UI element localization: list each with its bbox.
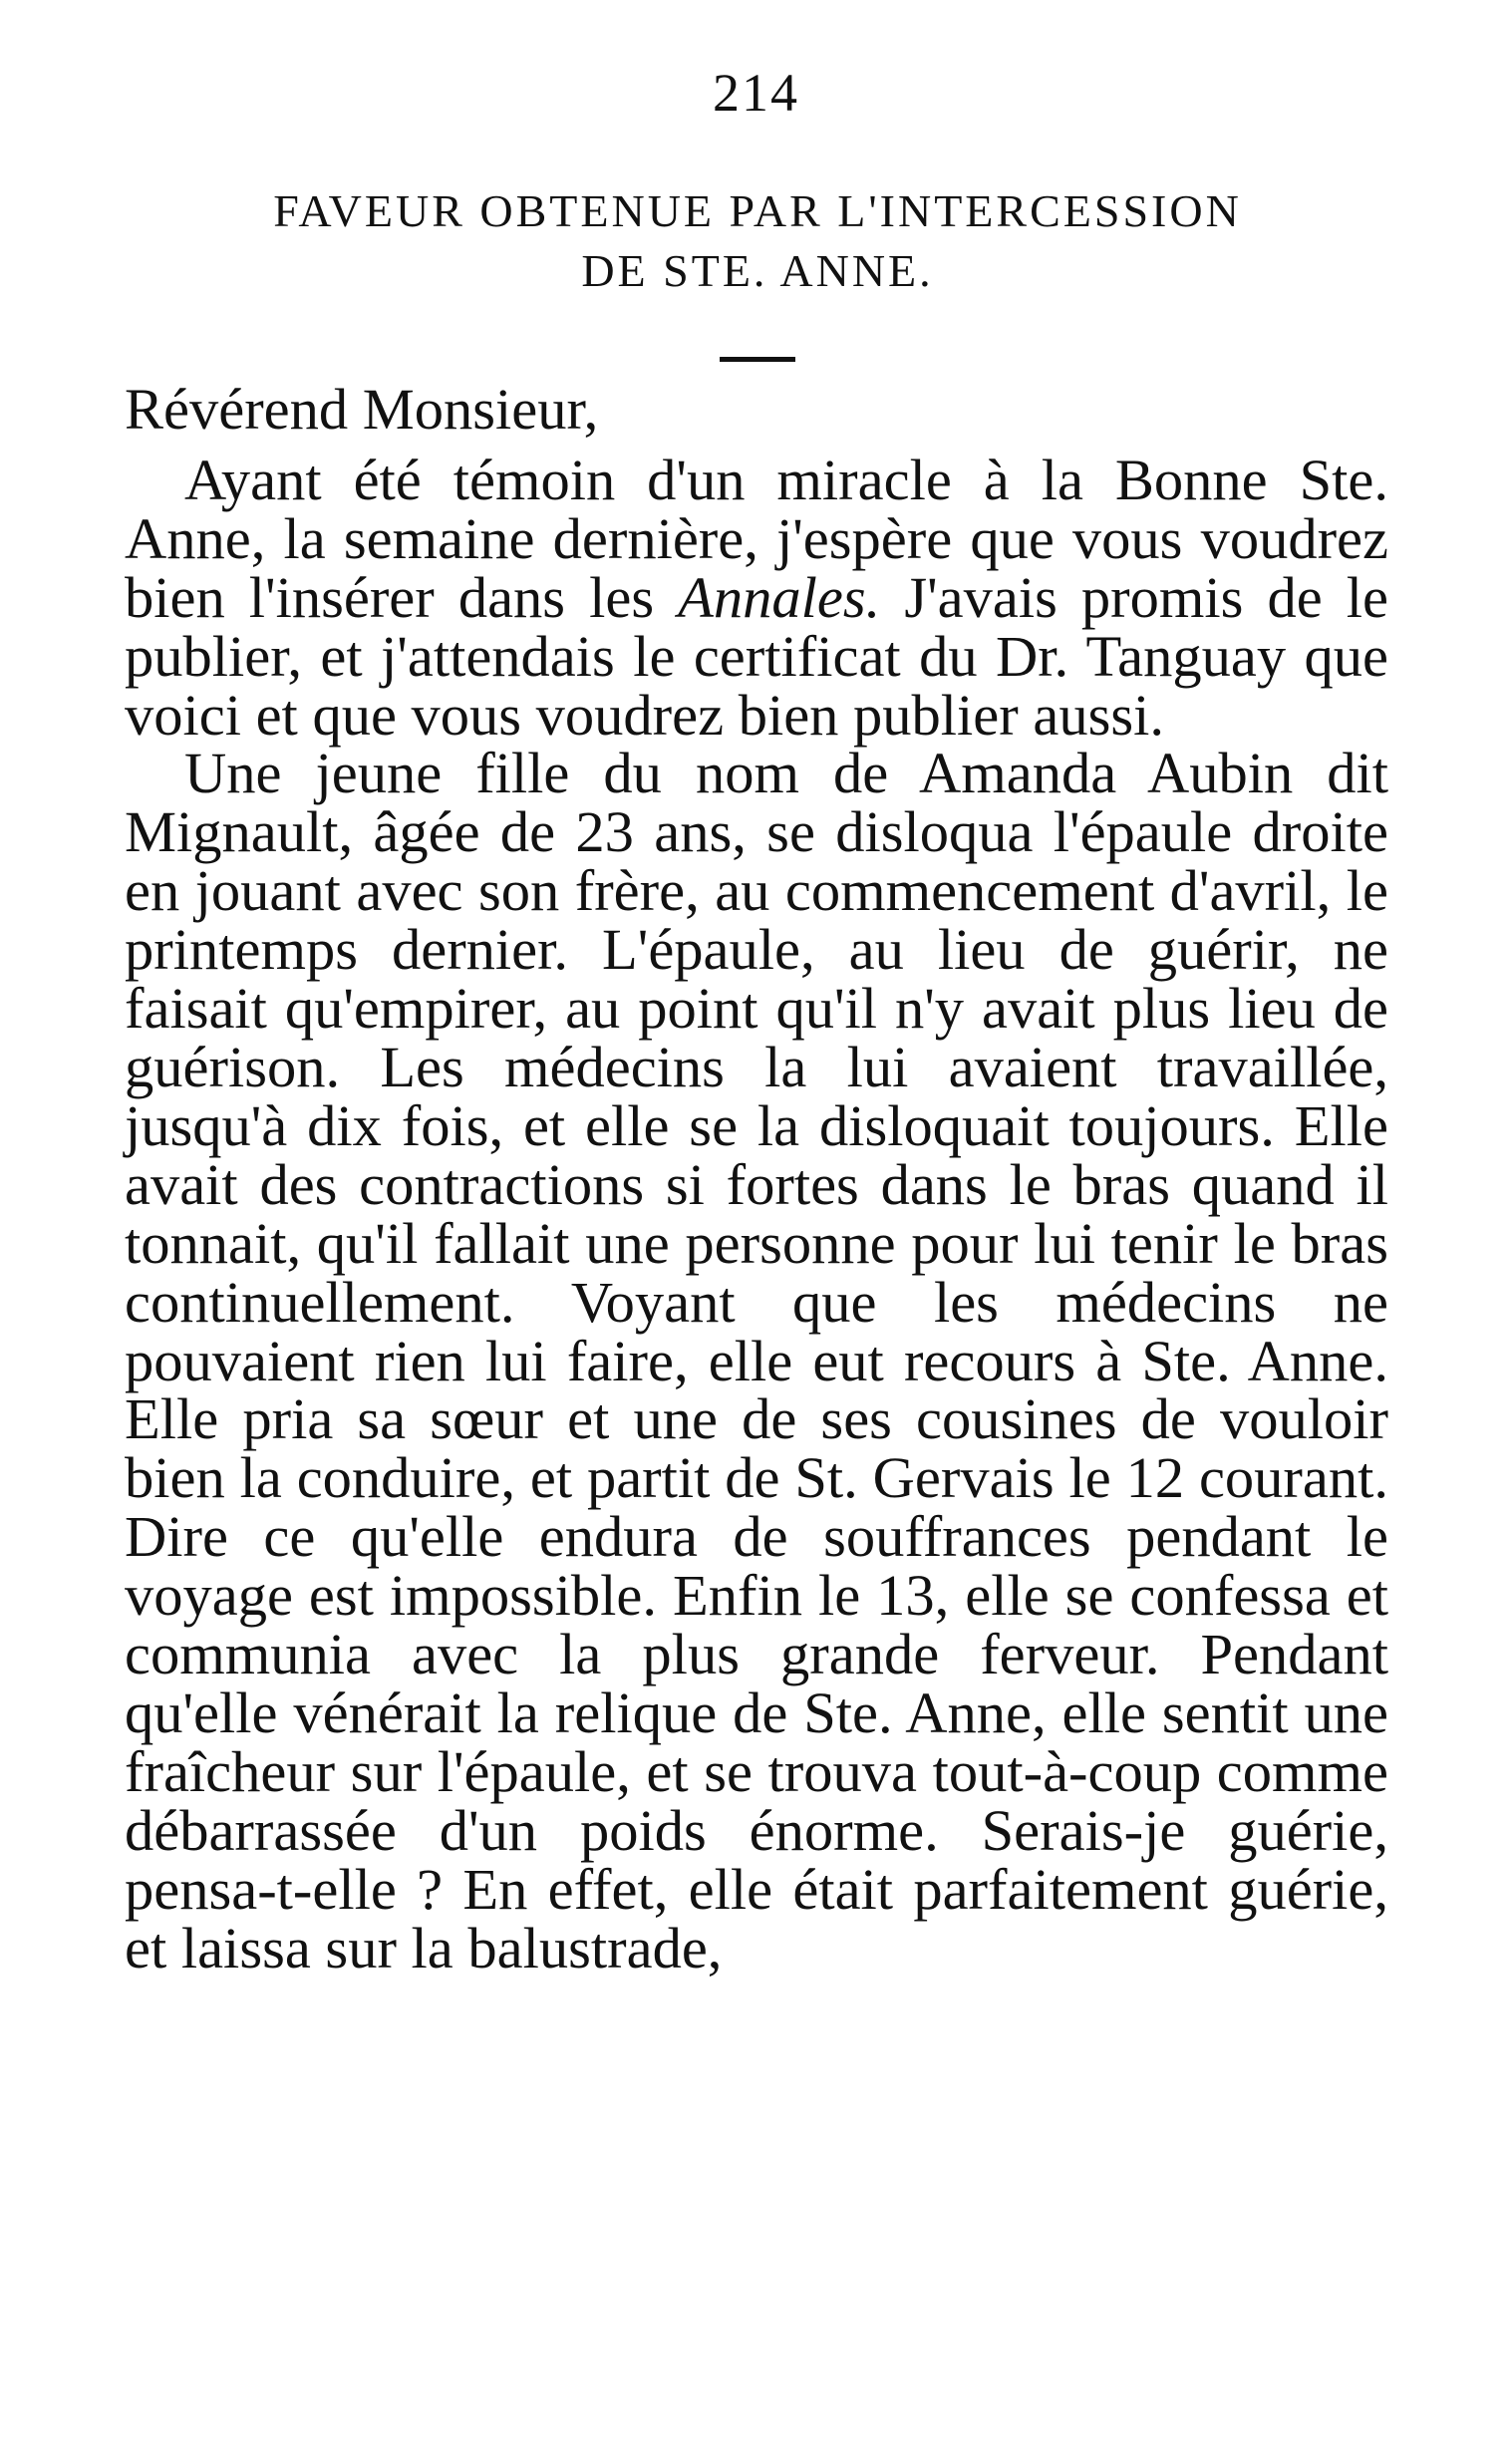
paragraph-1 [125, 447, 1388, 748]
paragraph-2: Une jeune fille du nom de Amanda Aubin dit Mignault, âgée de 23 ans, se disloqua l'épaule droite en jouant avec son frère, au commencement d'avril, le printemps dernier. L'épaule, au lieu de guérir, ne faisait qu'empirer, au point qu'il n'y avait plus lieu de guérison. Les médecins la lui avaient travaillée, jusqu'à dix fois, et elle se la disloquait toujours. Elle avait des contractions si fortes dans le bras quand il tonnait, qu'il fallait une personne pour lui tenir le bras continuellement. Voyant que les médecins ne pouvaient rien lui faire, elle eut recours à Ste. Anne. Elle pria sa sœur et une de ses cousines de vouloir bien la conduire, et partit de St. Gervais le 12 courant. Dire ce qu'elle endura de souffrances pendant le voyage est impossible. Enfin le 13, elle se confessa et communia avec la plus grande ferveur. Pendant qu'elle vénérait la relique de Ste. Anne, elle sentit une fraîcheur sur l'épaule, et se trouva tout-à-coup comme débarrassée d'un poids énorme. Serais-je guérie, pensa-t-elle ? En effet, elle était parfaitement guérie, et laissa sur la balustrade, [125, 741, 1388, 1981]
salutation: Révérend Monsieur, [125, 377, 599, 442]
journal-title-italic: Annales. [678, 564, 881, 630]
page-number: 214 [713, 63, 799, 123]
article-title [130, 181, 1385, 301]
title-line-1: FAVEUR OBTENUE PAR L'INTERCESSION [273, 185, 1242, 236]
letter-body [125, 377, 1388, 1981]
title-divider [720, 357, 795, 362]
paragraph-1-text-a: Ayant été témoin d'un miracle à la Bonne Ste. Anne, la semaine dernière, j'espère que vous voudrez bien l'insérer dans les [125, 447, 1388, 630]
paragraph-1-text-b: J'avais promis de le publier, et j'attendais le certificat du Dr. Tanguay que voici et que vous voudrez bien publier aussi. [125, 564, 1388, 748]
title-line-2: DE STE. ANNE. [581, 245, 934, 296]
